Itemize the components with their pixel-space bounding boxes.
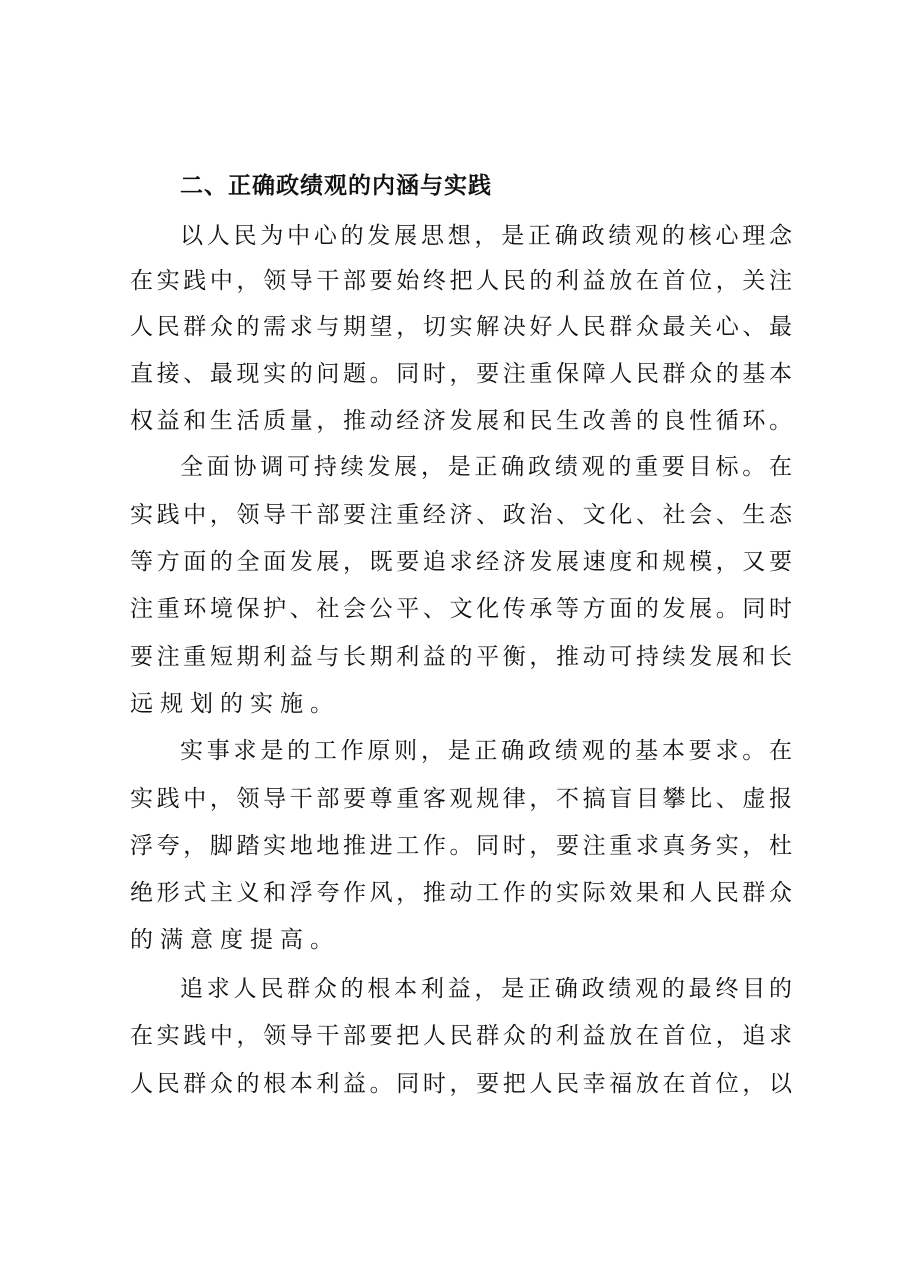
paragraph-line: 远规划的实施。 [130,691,340,717]
paragraph-line: 等方面的全面发展，既要追求经济发展速度和规模，又要 [130,549,792,575]
paragraph-line: 在实践中，领导干部要始终把人民的利益放在首位，关注 [130,268,792,294]
paragraph-line: 权益和生活质量，推动经济发展和民生改善的良性循环。 [130,408,792,434]
paragraph-line: 人民群众的需求与期望，切实解决好人民群众最关心、最 [130,314,792,340]
paragraph-line: 在实践中，领导干部要把人民群众的利益放在首位，追求 [130,1023,792,1049]
paragraph-line: 浮夸，脚踏实地地推进工作。同时，要注重求真务实，杜 [130,833,792,859]
paragraph-line: 以人民为中心的发展思想，是正确政绩观的核心理念 [180,223,792,249]
paragraph-line: 绝形式主义和浮夸作风，推动工作的实际效果和人民群众 [130,880,792,906]
paragraph-line: 直接、最现实的问题。同时，要注重保障人民群众的基本 [130,361,792,387]
paragraph-line: 要注重短期利益与长期利益的平衡，推动可持续发展和长 [130,644,792,670]
paragraph-line: 实事求是的工作原则，是正确政绩观的基本要求。在 [180,738,792,764]
section-heading: 二、正确政绩观的内涵与实践 [180,173,492,199]
paragraph-line: 注重环境保护、社会公平、文化传承等方面的发展。同时 [130,596,792,622]
paragraph-line: 实践中，领导干部要尊重客观规律，不搞盲目攀比、虚报 [130,786,792,812]
paragraph-line: 人民群众的根本利益。同时，要把人民幸福放在首位，以 [130,1071,792,1097]
paragraph-line: 的满意度提高。 [130,927,340,953]
paragraph-line: 全面协调可持续发展，是正确政绩观的重要目标。在 [180,454,792,480]
paragraph-line: 追求人民群众的根本利益，是正确政绩观的最终目的 [180,976,792,1002]
paragraph-line: 实践中，领导干部要注重经济、政治、文化、社会、生态 [130,502,792,528]
